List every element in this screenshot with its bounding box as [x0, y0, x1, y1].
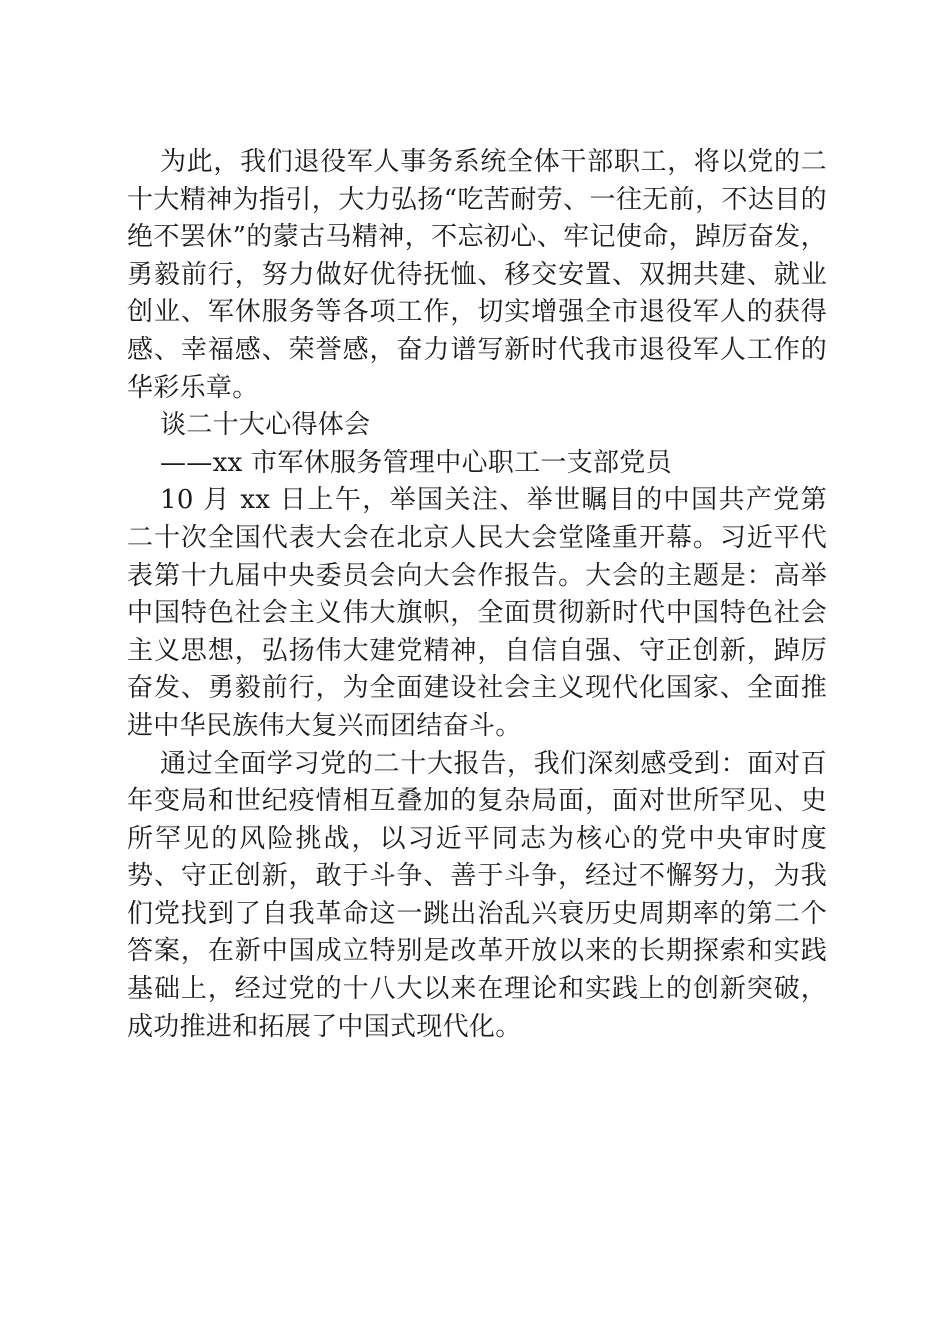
- paragraph-congress-opening: 10 月 xx 日上午，举国关注、举世瞩目的中国共产党第二十次全国代表大会在北京人民大会堂隆重开幕。习近平代表第十九届中央委员会向大会作报告。大会的主题是：高举中国特色社会主义伟大旗帜，全面贯彻新时代中国特色社会主义思想，弘扬伟大建党精神，自信自强、守正创新，踔厉奋发、勇毅前行，为全面建设社会主义现代化国家、全面推进中华民族伟大复兴而团结奋斗。: [127, 485, 827, 741]
- section-byline: ——xx 市军休服务管理中心职工一支部党员: [160, 447, 672, 478]
- paragraph-report-study: 通过全面学习党的二十大报告，我们深刻感受到：面对百年变局和世纪疫情相互叠加的复杂局面，面对世所罕见、史所罕见的风险挑战，以习近平同志为核心的党中央审时度势、守正创新，敢于斗争、善于斗争，经过不懈努力，为我们党找到了自我革命这一跳出治乱兴衰历史周期率的第二个答案，在新中国成立特别是改革开放以来的长期探索和实践基础上，经过党的十八大以来在理论和实践上的创新突破，成功推进和拓展了中国式现代化。: [127, 748, 827, 1042]
- document-body: [127, 144, 827, 1046]
- paragraph-closing-pledge: 为此，我们退役军人事务系统全体干部职工，将以党的二十大精神为指引，大力弘扬“吃苦耐劳、一往无前，不达目的绝不罢休”的蒙古马精神，不忘初心、牢记使命，踔厉奋发，勇毅前行，努力做好优待抚恤、移交安置、双拥共建、就业创业、军休服务等各项工作，切实增强全市退役军人的获得感、幸福感、荣誉感，奋力谱写新时代我市退役军人工作的华彩乐章。: [127, 147, 827, 403]
- section-title: 谈二十大心得体会: [160, 410, 371, 441]
